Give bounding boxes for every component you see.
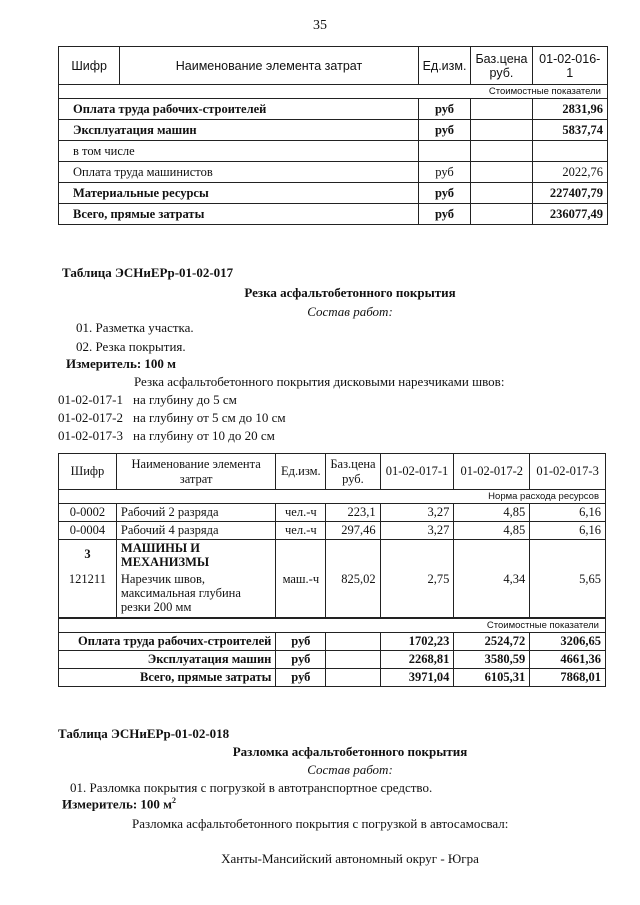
page-number: 35: [313, 18, 327, 33]
table-01-02-017: [58, 453, 606, 687]
work-item: 01. Разломка покрытия с погрузкой в автотранспортное средство.: [70, 780, 433, 795]
resource-v2: 4,85: [454, 522, 530, 540]
col-header-price: Баз.цена руб.: [326, 454, 380, 490]
resource-v2: 4,85: [454, 504, 530, 522]
row-unit: [418, 141, 471, 162]
machine-name: Нарезчик швов, максимальная глубина резки 200 мм: [116, 570, 275, 618]
footer-region: Ханты-Мансийский автономный округ - Югра: [221, 851, 479, 866]
empty-cell: [471, 99, 532, 120]
row-unit: руб: [418, 183, 471, 204]
total-v3: 7868,01: [530, 668, 606, 686]
code-text-017-1: на глубину до 5 см: [133, 392, 237, 407]
total-v3: 4661,36: [530, 650, 606, 668]
work-item: 01. Разметка участка.: [76, 320, 194, 335]
work-composition-title: Состав работ:: [307, 304, 393, 319]
total-name: Оплата труда рабочих-строителей: [59, 632, 276, 650]
machine-code: 121211: [59, 570, 117, 618]
col-header-unit: Ед.изм.: [276, 454, 326, 490]
work-item: 02. Резка покрытия.: [76, 339, 186, 354]
col-header-price: Баз.цена руб.: [471, 47, 532, 85]
code-text-017-3: на глубину от 10 до 20 см: [133, 428, 275, 443]
total-unit: руб: [276, 668, 326, 686]
row-name: Оплата труда рабочих-строителей: [59, 99, 419, 120]
col-header-017-1: 01-02-017-1: [380, 454, 454, 490]
row-value: [532, 141, 608, 162]
meter-label: Измеритель: 100 м: [66, 356, 177, 371]
row-value: 2831,96: [532, 99, 608, 120]
total-v3: 3206,65: [530, 632, 606, 650]
machine-price: 825,02: [326, 570, 380, 618]
resource-v3: 6,16: [530, 522, 606, 540]
heading-018: Разломка асфальтобетонного покрытия: [232, 744, 468, 759]
col-header-name: Наименование элемента затрат: [116, 454, 275, 490]
empty-cell: [471, 204, 532, 225]
resource-v3: 6,16: [530, 504, 606, 522]
row-unit: руб: [418, 162, 471, 183]
resource-code: 0-0004: [59, 522, 117, 540]
heading-017: Резка асфальтобетонного покрытия: [244, 285, 456, 300]
machine-v2: 4,34: [454, 570, 530, 618]
row-name: Эксплуатация машин: [59, 120, 419, 141]
machine-v1: 2,75: [380, 570, 454, 618]
row-unit: руб: [418, 204, 471, 225]
table-01-02-016: [58, 46, 608, 225]
description-017: Резка асфальтобетонного покрытия дисковыми нарезчиками швов:: [134, 374, 505, 389]
meter-sup: 2: [172, 796, 177, 805]
meter-text: Измеритель: 100 м: [62, 796, 173, 812]
row-value: 5837,74: [532, 120, 608, 141]
resource-price: 297,46: [326, 522, 380, 540]
total-v1: 2268,81: [380, 650, 454, 668]
code-017-3: 01-02-017-3: [58, 428, 123, 443]
row-value: 236077,49: [532, 204, 608, 225]
col-header-017-2: 01-02-017-2: [454, 454, 530, 490]
norm-label: Норма расхода ресурсов: [59, 490, 606, 504]
code-text-017-2: на глубину от 5 см до 10 см: [133, 410, 286, 425]
row-value: 227407,79: [532, 183, 608, 204]
total-name: Эксплуатация машин: [59, 650, 276, 668]
table-title-018: Таблица ЭСНиЕРр-01-02-018: [58, 726, 230, 741]
resource-name: Рабочий 2 разряда: [116, 504, 275, 522]
empty-cell: [454, 540, 530, 570]
description-018: Разломка асфальтобетонного покрытия с погрузкой в автосамосвал:: [132, 816, 509, 831]
col-header-unit: Ед.изм.: [418, 47, 471, 85]
resource-price: 223,1: [326, 504, 380, 522]
cost-indicators-label: Стоимостные показатели: [59, 85, 608, 99]
row-unit: руб: [418, 120, 471, 141]
code-017-2: 01-02-017-2: [58, 410, 123, 425]
resource-v1: 3,27: [380, 522, 454, 540]
row-name: Оплата труда машинистов: [59, 162, 419, 183]
empty-cell: [471, 183, 532, 204]
col-header-code: Шифр: [59, 47, 120, 85]
cost-indicators-label: Стоимостные показатели: [59, 618, 606, 633]
empty-cell: [326, 668, 380, 686]
empty-cell: [471, 141, 532, 162]
meter-label: [62, 796, 176, 812]
total-unit: руб: [276, 632, 326, 650]
row-name: Материальные ресурсы: [59, 183, 419, 204]
empty-cell: [471, 162, 532, 183]
total-v2: 2524,72: [454, 632, 530, 650]
resource-unit: чел.-ч: [276, 522, 326, 540]
col-header-code: Шифр: [59, 454, 117, 490]
resource-v1: 3,27: [380, 504, 454, 522]
resource-unit: чел.-ч: [276, 504, 326, 522]
row-name: Всего, прямые затраты: [59, 204, 419, 225]
col-header-017-3: 01-02-017-3: [530, 454, 606, 490]
table-title-017: Таблица ЭСНиЕРр-01-02-017: [62, 265, 234, 280]
group-code: 3: [59, 540, 117, 570]
total-name: Всего, прямые затраты: [59, 668, 276, 686]
empty-cell: [471, 120, 532, 141]
empty-cell: [326, 632, 380, 650]
group-name: МАШИНЫ И МЕХАНИЗМЫ: [116, 540, 275, 570]
row-value: 2022,76: [532, 162, 608, 183]
empty-cell: [530, 540, 606, 570]
empty-cell: [326, 540, 380, 570]
row-unit: руб: [418, 99, 471, 120]
machine-v3: 5,65: [530, 570, 606, 618]
total-v1: 3971,04: [380, 668, 454, 686]
total-v2: 3580,59: [454, 650, 530, 668]
col-header-name: Наименование элемента затрат: [120, 47, 418, 85]
resource-name: Рабочий 4 разряда: [116, 522, 275, 540]
empty-cell: [380, 540, 454, 570]
empty-cell: [326, 650, 380, 668]
row-name: в том числе: [59, 141, 419, 162]
work-composition-title: Состав работ:: [307, 762, 393, 777]
total-unit: руб: [276, 650, 326, 668]
total-v1: 1702,23: [380, 632, 454, 650]
empty-cell: [276, 540, 326, 570]
code-017-1: 01-02-017-1: [58, 392, 123, 407]
resource-code: 0-0002: [59, 504, 117, 522]
total-v2: 6105,31: [454, 668, 530, 686]
col-header-016-1: 01-02-016-1: [532, 47, 608, 85]
machine-unit: маш.-ч: [276, 570, 326, 618]
